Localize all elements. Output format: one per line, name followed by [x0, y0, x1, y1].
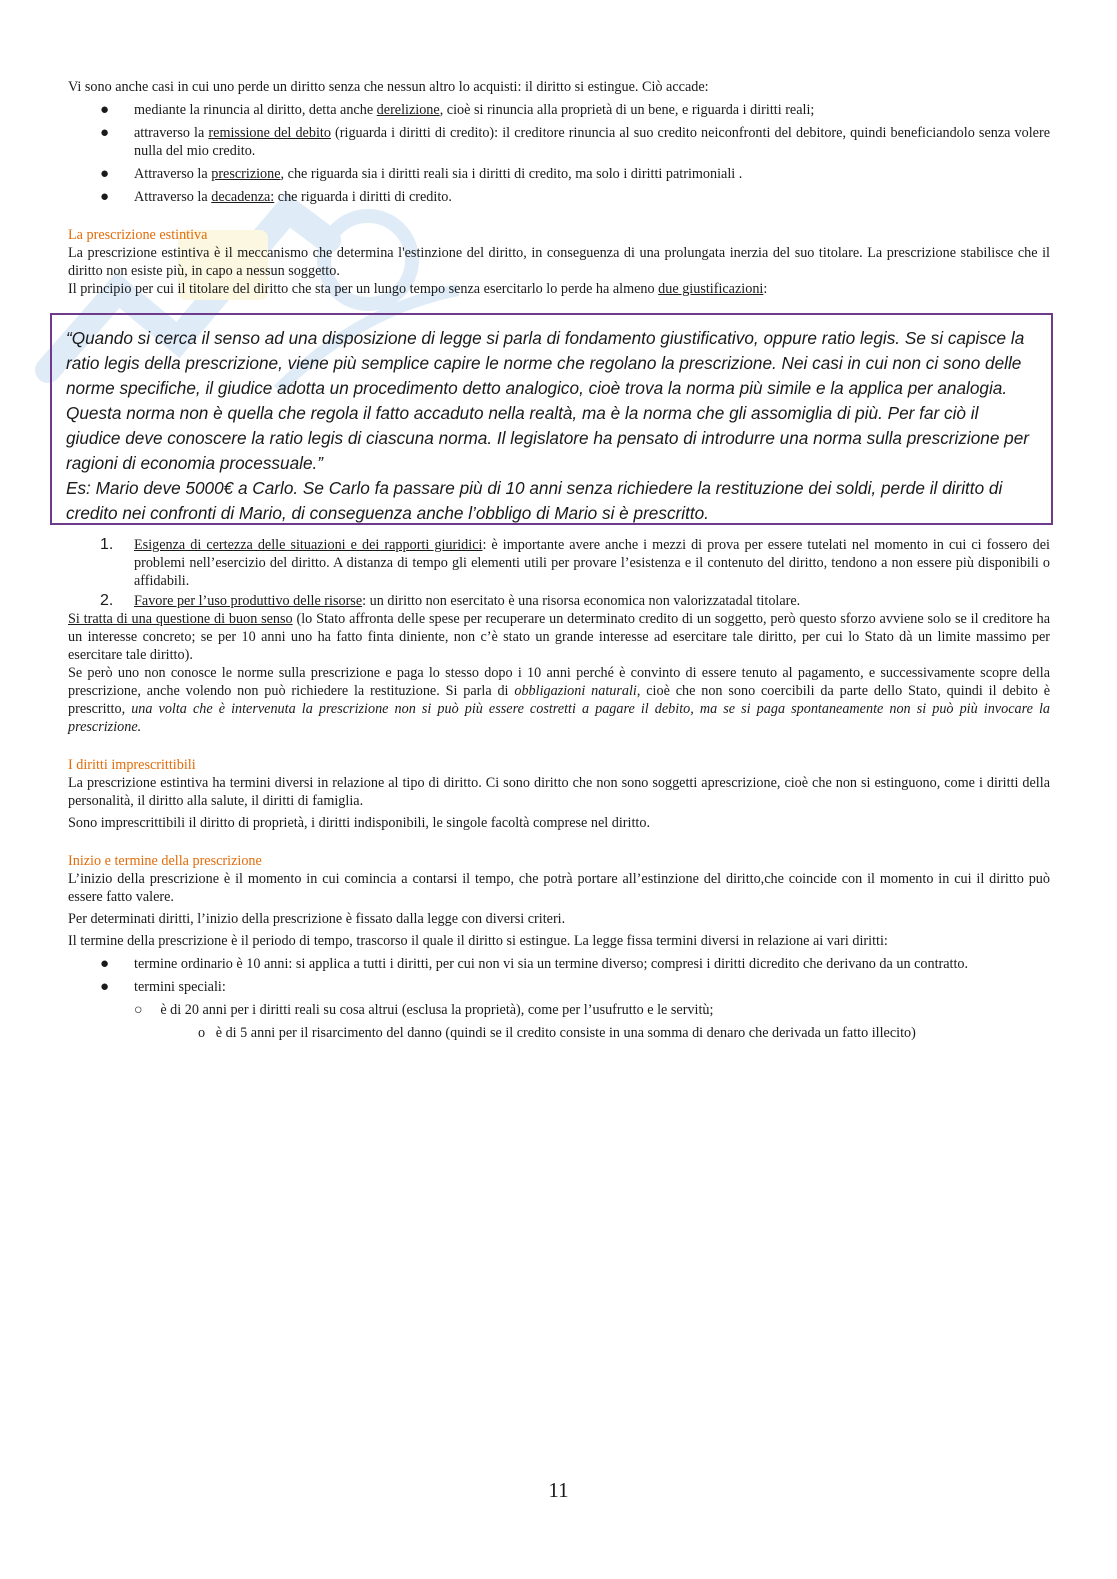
underlined-term: Si tratta di una questione di buon senso — [68, 611, 293, 627]
bullet-text: che riguarda i diritti di credito. — [274, 189, 452, 205]
giustificazioni-list — [68, 536, 1050, 610]
termine-paragraph: Il termine della prescrizione è il periodo di tempo, trascorso il quale il diritto si estingue. La legge fissa termini diversi in relazione ai vari diritti: — [68, 933, 888, 949]
section-heading-inizio: Inizio e termine della prescrizione — [68, 853, 262, 869]
bullet-icon: ● — [100, 102, 110, 118]
circle-bullet-icon: ○ — [134, 1002, 161, 1018]
list-item — [68, 955, 1050, 973]
bullet-text: , che riguarda sia i diritti reali sia i diritti di credito, ma solo i diritti patrimoniali . — [280, 166, 743, 182]
intro-paragraph: Vi sono anche casi in cui uno perde un diritto senza che nessun altro lo acquisti: il diritto si estingue. Ciò accade: — [68, 79, 709, 95]
imprescrittibili-paragraph-2: Sono imprescrittibili il diritto di proprietà, i diritti indisponibili, le singole facoltà comprese nel diritto. — [68, 815, 650, 831]
underlined-term: due giustificazioni — [658, 281, 764, 297]
top-content — [68, 78, 1050, 298]
list-item — [68, 978, 1050, 1042]
section-heading-imprescrittibili: I diritti imprescrittibili — [68, 757, 196, 773]
sub-bullet-text: è di 20 anni per i diritti reali su cosa altrui (esclusa la proprietà), come per l’usufrutto e le servitù; — [160, 1002, 714, 1018]
paragraph-text: (lo Stato affronta delle spese per recuperare un determinato credito di un soggetto, però questo sforzo avviene solo se il creditore ha un interesse concreto; se per 10 anni uno ha fatto finta diniente, non c’è stato un grande interesse ad esercitare tale diritto, per cui lo Stato dà un limite massimo per esercitare tale diritto). — [68, 611, 1050, 663]
bullet-icon: ● — [100, 189, 110, 205]
list-number: 2. — [100, 592, 114, 609]
paragraph-text: , cioè che non sono coercibili da parte dello Stato, quindi il debito è prescritto, — [68, 683, 1050, 717]
imprescrittibili-paragraph: La prescrizione estintiva ha termini diversi in relazione al tipo di diritto. Ci sono diritto che non sono soggetti aprescrizione, cioè che non si estinguono, come i diritti della personalità, il diritto alla salute, il diritti di famiglia. — [68, 775, 1050, 809]
bullet-text: Attraverso la — [134, 189, 212, 205]
bullet-text: , cioè si rinuncia alla proprietà di un bene, e riguarda i diritti reali; — [439, 102, 815, 118]
bullet-term: remissione del debito — [208, 125, 331, 141]
bullet-icon: ● — [100, 979, 110, 995]
quote-text: “Quando si cerca il senso ad una disposizione di legge si parla di fondamento giustificativo, oppure ratio legis. Se si capisce la ratio legis della prescrizione, viene più semplice capire le norme che regolano la prescrizione. Nei casi in cui non ci sono delle norme specifiche, il giudice adotta un procedimento detto analogico, cioè trova la norma più simile e la applica per analogia. Questa norma non è quella che regola il fatto accaduto nella realtà, ma è la norma che gli assomiglia di più. Per far ciò il giudice deve conoscere la ratio legis di ciascuna norma. Il legislatore ha pensato di introdurre una norma sulla prescrizione per ragioni di economia processuale.” — [66, 328, 1030, 473]
bullet-text: attraverso la — [134, 125, 209, 141]
list-item — [68, 101, 1050, 119]
bullet-term: decadenza: — [211, 189, 275, 205]
bullet-term: prescrizione — [211, 166, 281, 182]
sub-list-item — [132, 1024, 1050, 1042]
paragraph-text: : — [763, 281, 768, 297]
termini-speciali-list — [134, 1001, 1050, 1042]
underlined-term: Esigenza di certezza delle situazioni e dei rapporti giuridici — [134, 537, 483, 553]
prescrizione-paragraph: La prescrizione estintiva è il meccanismo che determina l'estinzione del diritto, in conseguenza di una prolungata inerzia del suo titolare. La prescrizione stabilisce che il diritto non esiste più, in capo a nessun soggetto. — [68, 245, 1050, 279]
bullet-text: (riguarda i diritti di credito): il creditore rinuncia al suo credito neiconfronti del debitore, quindi beneficiandolo senza volere nulla del mio credito. — [134, 125, 1051, 159]
inizio-paragraph: L’inizio della prescrizione è il momento in cui comincia a contarsi il tempo, che potrà portare all’estinzione del diritto,che coincide con il momento in cui il diritto può essere fatto valere. — [68, 871, 1050, 905]
bullet-icon: ● — [100, 125, 110, 141]
giustificazioni-intro — [68, 280, 1050, 298]
bullet-text: Attraverso la — [134, 166, 212, 182]
circle-bullet-icon: o — [198, 1025, 216, 1041]
italic-term: obbligazioni naturali — [514, 683, 637, 699]
sub-list-item — [134, 1001, 1050, 1019]
bullet-text: termine ordinario è 10 anni: si applica a tutti i diritti, per cui non vi sia un termine diverso; compresi i diritti dicredito che derivano da un contratto. — [134, 956, 969, 972]
bullet-term: derelizione — [376, 102, 440, 118]
paragraph-text: Se però uno non conosce le norme sulla prescrizione e paga lo stesso dopo i 10 anni perché è convinto di essere tenuto al pagamento, e successivamente scopre della prescrizione, anche volendo non può richiedere la restituzione. Si parla di — [68, 665, 1050, 699]
list-item — [68, 165, 1050, 183]
bullet-icon: ● — [100, 956, 110, 972]
bottom-content — [68, 534, 1050, 1042]
buon-senso-paragraph — [68, 610, 1050, 664]
italic-text: una volta che è intervenuta la prescrizione non si può più essere costretti a pagare il debito, ma se si paga spontaneamente non si può più invocare la prescrizione. — [68, 701, 1050, 735]
item-text: : un diritto non esercitato è una risorsa economica non valorizzatadal titolare. — [362, 593, 801, 609]
section-heading-prescrizione: La prescrizione estintiva — [68, 227, 208, 243]
obbligazioni-paragraph — [68, 664, 1050, 736]
bullet-icon: ● — [100, 166, 110, 182]
list-item — [68, 592, 1050, 610]
bullet-text: mediante la rinuncia al diritto, detta anche — [134, 102, 377, 118]
list-item — [68, 536, 1050, 590]
quote-example: Es: Mario deve 5000€ a Carlo. Se Carlo fa passare più di 10 anni senza richiedere la restituzione dei soldi, perde il diritto di credito nei confronti di Mario, di conseguenza anche l’obbligo di Mario si è prescritto. — [66, 478, 1003, 523]
estinzione-list — [68, 101, 1050, 206]
quote-box — [50, 313, 1053, 525]
underlined-term: Favore per l’uso produttivo delle risorse — [134, 593, 363, 609]
list-item — [68, 124, 1050, 160]
item-text: : è importante avere anche i mezzi di prova per essere tutelati nel momento in cui ci fossero dei problemi nell’esercizio del diritto. A distanza di tempo gli elementi utili per provare l’esistenza e il contenuto del diritto, tendono a non essere più disponibili o affidabili. — [134, 537, 1050, 589]
inizio-paragraph-2: Per determinati diritti, l’inizio della prescrizione è fissato dalla legge con diversi criteri. — [68, 911, 566, 927]
list-item — [68, 188, 1050, 206]
list-number: 1. — [100, 536, 114, 553]
bullet-text: termini speciali: — [134, 979, 226, 995]
paragraph-text: Il principio per cui il titolare del diritto che sta per un lungo tempo senza esercitarlo lo perde ha almeno — [68, 281, 659, 297]
termini-list — [68, 955, 1050, 1042]
page-number: 11 — [548, 1478, 569, 1502]
sub-bullet-text: è di 5 anni per il risarcimento del danno (quindi se il credito consiste in una somma di denaro che derivada un fatto illecito) — [215, 1025, 916, 1041]
